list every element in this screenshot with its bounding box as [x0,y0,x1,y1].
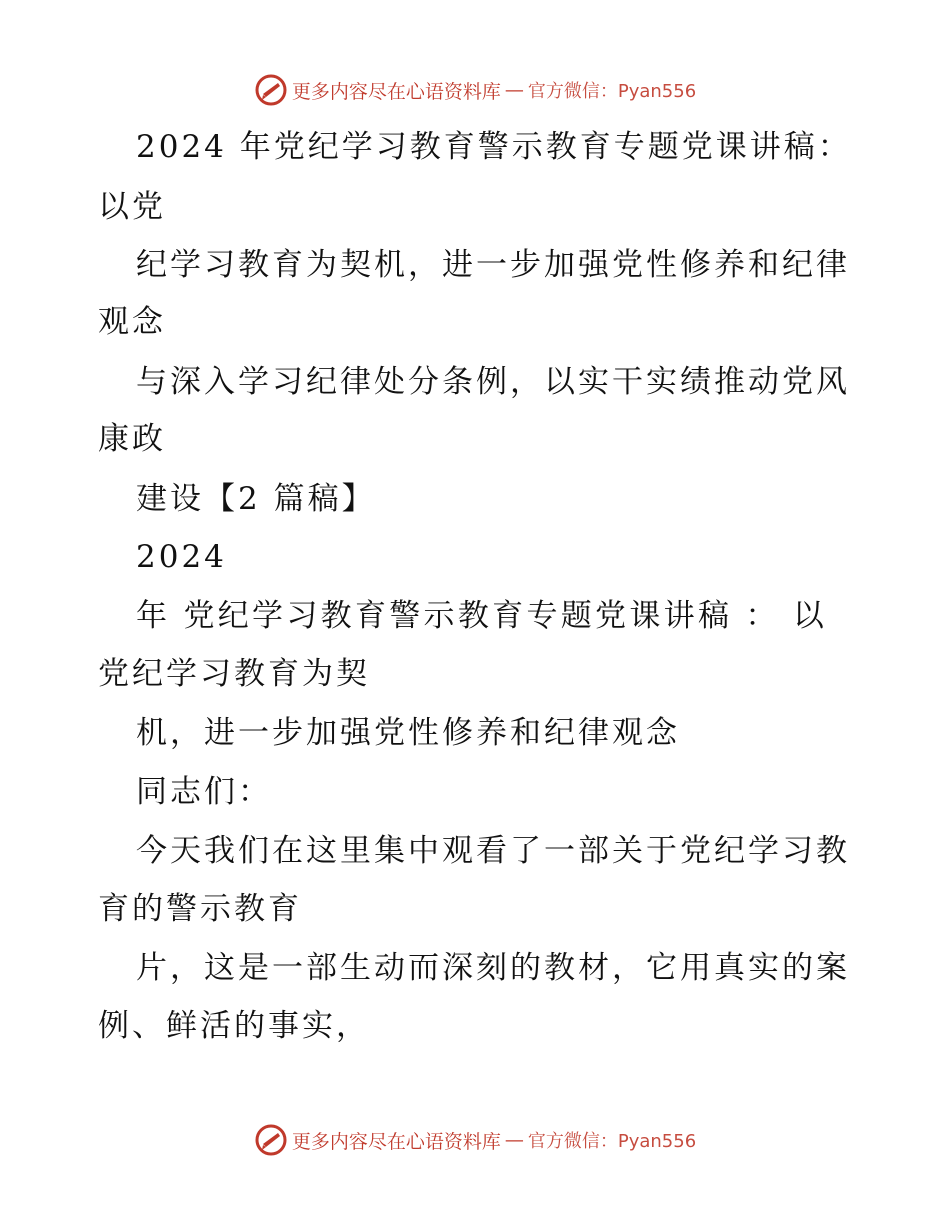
salutation: 同志们： [136,774,272,810]
watermark-wechat: 官方微信：Pyan556 [527,81,697,102]
paragraph-line-4: 例、鲜活的事实， [98,1008,370,1044]
watermark-header [0,70,950,110]
watermark-text: 更多内容尽在心语资料库 [291,1130,501,1153]
watermark-dash: — [504,1129,524,1151]
title-line-6: 康政 [98,421,166,457]
title-line-4: 观念 [98,304,166,340]
subtitle-line-1: 年 党纪学习教育警示教育专题党课讲稿 ： 以 [136,598,828,634]
title-line-7: 建设【2 篇稿】 [136,481,376,517]
brand-logo-icon [254,73,288,107]
subtitle-line-2: 党纪学习教育为契 [98,656,370,692]
watermark-footer [0,1120,950,1160]
title-line-3: 纪学习教育为契机，进一步加强党性修养和纪律 [136,247,850,283]
watermark-dash: — [504,79,524,101]
brand-logo-icon [254,1123,288,1157]
paragraph-line-1: 今天我们在这里集中观看了一部关于党纪学习教 [136,833,850,869]
subtitle-line-3: 机，进一步加强党性修养和纪律观念 [136,715,680,751]
title-line-1: 2024 年党纪学习教育警示教育专题党课讲稿： [136,129,852,165]
watermark-text: 更多内容尽在心语资料库 [291,80,501,103]
paragraph-line-2: 育的警示教育 [98,891,302,927]
title-line-5: 与深入学习纪律处分条例，以实干实绩推动党风 [136,364,850,400]
watermark-wechat: 官方微信：Pyan556 [527,1131,697,1152]
title-line-2: 以党 [98,189,166,225]
paragraph-line-3: 片，这是一部生动而深刻的教材，它用真实的案 [136,950,850,986]
subtitle-year: 2024 [136,539,227,575]
